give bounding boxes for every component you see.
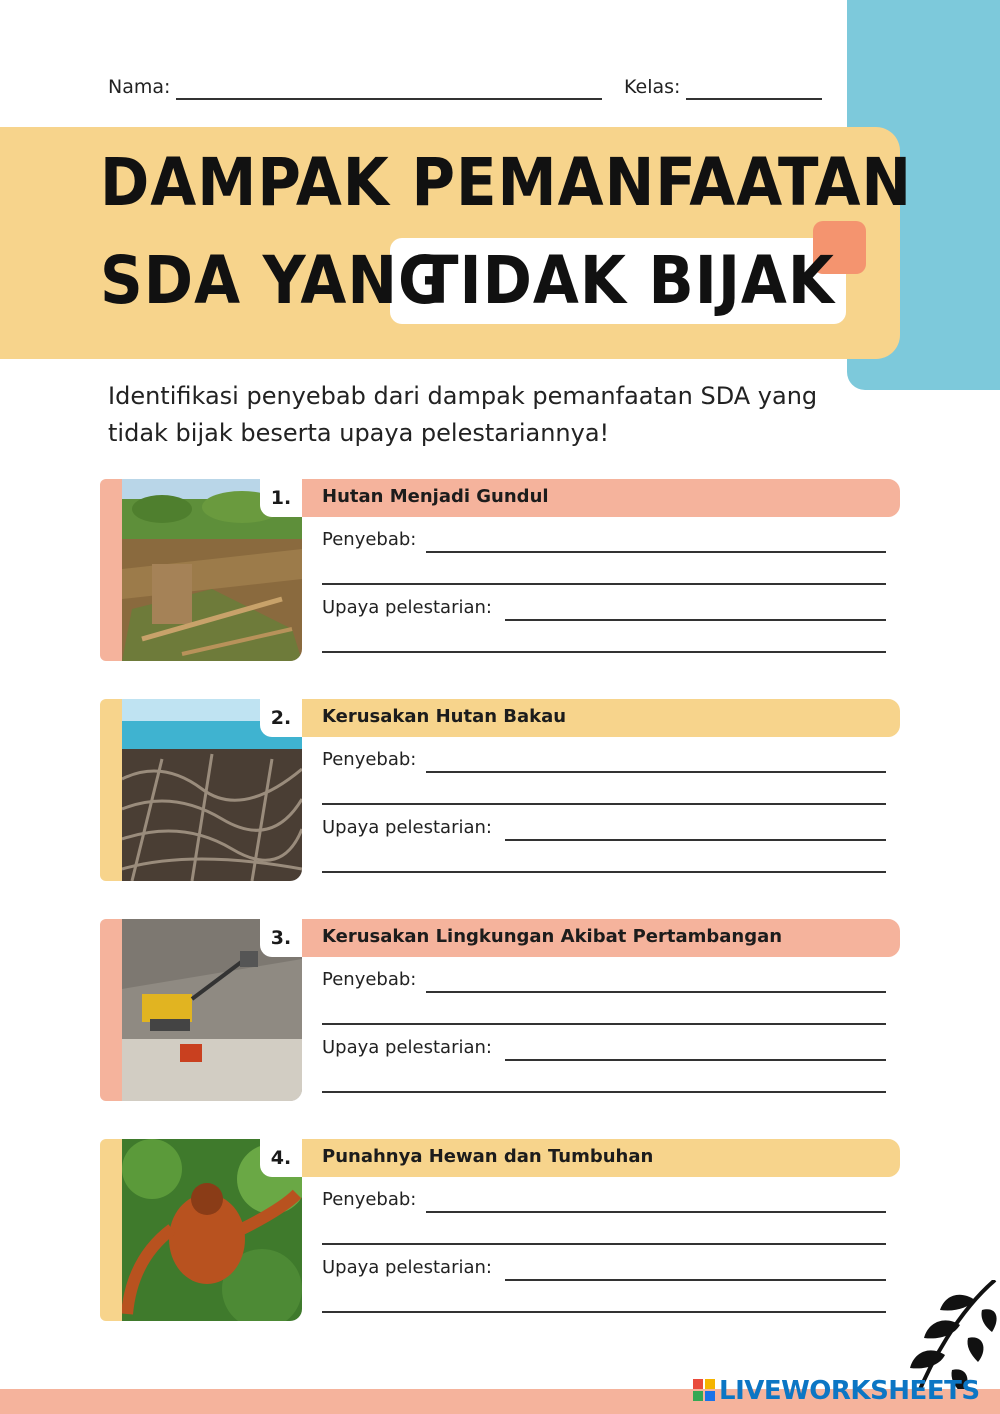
- effort-label: Upaya pelestarian:: [322, 1257, 492, 1278]
- item-card-3: [100, 919, 900, 1101]
- item-accent-bar: [100, 479, 122, 661]
- effort-answer-line-1[interactable]: [505, 1279, 886, 1281]
- effort-label: Upaya pelestarian:: [322, 1037, 492, 1058]
- item-title: Kerusakan Hutan Bakau: [322, 706, 567, 727]
- effort-answer-line-2[interactable]: [322, 651, 886, 653]
- cause-answer-line-1[interactable]: [426, 991, 886, 993]
- effort-answer-line-2[interactable]: [322, 871, 886, 873]
- effort-answer-line-1[interactable]: [505, 1059, 886, 1061]
- cause-label: Penyebab:: [322, 1189, 417, 1210]
- cause-answer-line-1[interactable]: [426, 771, 886, 773]
- effort-answer-line-2[interactable]: [322, 1311, 886, 1313]
- name-label: Nama:: [108, 76, 171, 98]
- effort-label: Upaya pelestarian:: [322, 597, 492, 618]
- cause-answer-line-2[interactable]: [322, 1023, 886, 1025]
- cause-answer-line-2[interactable]: [322, 803, 886, 805]
- liveworksheets-logo-icon: [693, 1379, 715, 1401]
- cause-answer-line-2[interactable]: [322, 1243, 886, 1245]
- class-input-line[interactable]: [686, 98, 822, 100]
- cause-answer-line-1[interactable]: [426, 1211, 886, 1213]
- item-number: 3.: [260, 919, 302, 957]
- item-card-4: [100, 1139, 900, 1321]
- name-input-line[interactable]: [176, 98, 602, 100]
- item-title: Kerusakan Lingkungan Akibat Pertambangan: [322, 926, 783, 947]
- liveworksheets-logo[interactable]: [693, 1376, 980, 1406]
- item-card-1: [100, 479, 900, 661]
- title-line-1: DAMPAK PEMANFAATAN: [100, 144, 913, 221]
- item-title: Punahnya Hewan dan Tumbuhan: [322, 1146, 654, 1167]
- logo-text: LIVEWORKSHEETS: [719, 1376, 980, 1406]
- item-accent-bar: [100, 919, 122, 1101]
- cause-answer-line-1[interactable]: [426, 551, 886, 553]
- item-number: 4.: [260, 1139, 302, 1177]
- cause-label: Penyebab:: [322, 969, 417, 990]
- item-title: Hutan Menjadi Gundul: [322, 486, 549, 507]
- class-label: Kelas:: [624, 76, 681, 98]
- effort-answer-line-1[interactable]: [505, 839, 886, 841]
- item-number: 2.: [260, 699, 302, 737]
- item-accent-bar: [100, 1139, 122, 1321]
- cause-answer-line-2[interactable]: [322, 583, 886, 585]
- effort-answer-line-1[interactable]: [505, 619, 886, 621]
- student-info-fields: [108, 74, 824, 104]
- title-highlight: TIDAK BIJAK: [418, 242, 835, 319]
- item-number: 1.: [260, 479, 302, 517]
- cause-label: Penyebab:: [322, 529, 417, 550]
- title-line-2: SDA YANG: [100, 242, 448, 319]
- effort-label: Upaya pelestarian:: [322, 817, 492, 838]
- cause-label: Penyebab:: [322, 749, 417, 770]
- item-card-2: [100, 699, 900, 881]
- effort-answer-line-2[interactable]: [322, 1091, 886, 1093]
- item-accent-bar: [100, 699, 122, 881]
- instruction-text: Identifikasi penyebab dari dampak pemanfaatan SDA yang tidak bijak beserta upaya pelestariannya!: [108, 382, 818, 447]
